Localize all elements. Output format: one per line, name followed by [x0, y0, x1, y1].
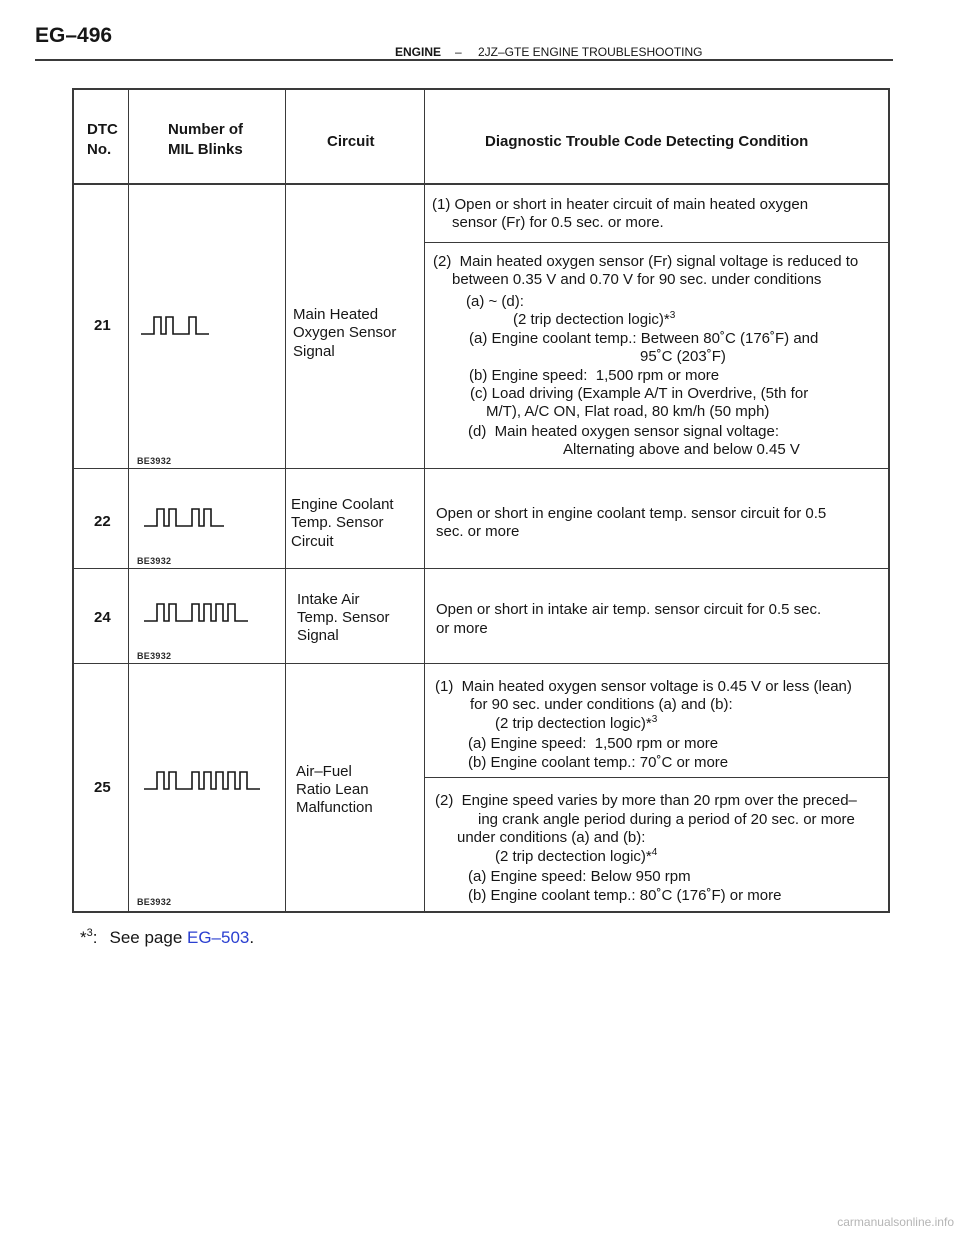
condition-line: (b) Engine speed: 1,500 rpm or more	[469, 367, 720, 384]
footnote	[80, 928, 254, 950]
row-divider	[72, 468, 890, 469]
condition-text: (2 trip dectection logic)*	[513, 311, 670, 328]
condition-line: Open or short in engine coolant temp. sensor circuit for 0.5	[436, 505, 827, 522]
condition-line: (a) Engine speed: Below 950 rpm	[468, 868, 691, 885]
condition-line: (a) Engine speed: 1,500 rpm or more	[468, 735, 719, 752]
blink-waveform-line	[144, 509, 224, 526]
footnote-period: .	[249, 928, 255, 947]
mil-blink-waveform	[140, 313, 211, 337]
watermark: carmanualsonline.info	[837, 1215, 954, 1229]
circuit-name: Intake Air	[297, 591, 360, 608]
circuit-name: Engine Coolant	[291, 496, 394, 513]
figure-code: BE3932	[137, 456, 172, 466]
condition-line: Alternating above and below 0.45 V	[563, 441, 800, 458]
section-subtitle: 2JZ–GTE ENGINE TROUBLESHOOTING	[478, 45, 703, 59]
column-header-blinks: Number of	[168, 121, 243, 138]
row-divider	[72, 663, 890, 664]
circuit-name: Circuit	[291, 533, 334, 550]
condition-subdivider	[424, 242, 890, 243]
condition-subdivider	[424, 777, 890, 778]
dtc-code: 25	[94, 779, 111, 796]
circuit-name: Oxygen Sensor	[293, 324, 397, 341]
circuit-name: Air–Fuel	[296, 763, 352, 780]
column-divider-blinks	[285, 88, 286, 913]
column-divider-circuit	[424, 88, 425, 913]
condition-line: (d) Main heated oxygen sensor signal voltage:	[468, 423, 780, 440]
footnote-ref: 3	[669, 310, 676, 321]
footnote-number: 3	[86, 927, 93, 939]
section-title: ENGINE	[395, 45, 442, 59]
condition-line: (b) Engine coolant temp.: 80˚C (176˚F) or more	[468, 887, 782, 904]
condition-text: (2 trip dectection logic)*	[495, 715, 652, 732]
page-reference-link[interactable]: EG–503	[187, 928, 250, 947]
condition-line: (b) Engine coolant temp.: 70˚C or more	[468, 754, 729, 771]
figure-code: BE3932	[137, 556, 172, 566]
mil-blink-waveform	[143, 768, 262, 792]
condition-text: (2 trip dectection logic)*	[495, 848, 652, 865]
circuit-name: Malfunction	[296, 799, 373, 816]
column-header-condition: Diagnostic Trouble Code Detecting Condition	[485, 133, 809, 150]
blink-waveform-line	[144, 604, 248, 621]
mil-blink-waveform	[143, 505, 226, 529]
condition-line: between 0.35 V and 0.70 V for 90 sec. under conditions	[452, 271, 822, 288]
header-rule	[35, 59, 893, 61]
condition-line: sensor (Fr) for 0.5 sec. or more.	[452, 214, 664, 231]
condition-line: (2) Main heated oxygen sensor (Fr) signal voltage is reduced to	[433, 253, 859, 270]
mil-blink-waveform	[143, 600, 250, 624]
header-row-divider	[72, 183, 890, 185]
figure-code: BE3932	[137, 897, 172, 907]
condition-line: Open or short in intake air temp. sensor circuit for 0.5 sec.	[436, 601, 822, 618]
column-header-dtc: DTC	[87, 121, 118, 138]
condition-line: (a) Engine coolant temp.: Between 80˚C (176˚F) and	[469, 330, 819, 347]
figure-code: BE3932	[137, 651, 172, 661]
condition-line	[513, 311, 675, 331]
column-divider-dtc	[128, 88, 129, 913]
condition-line: ing crank angle period during a period of 20 sec. or more	[478, 811, 855, 828]
condition-line	[495, 848, 657, 868]
condition-line: M/T), A/C ON, Flat road, 80 km/h (50 mph)	[486, 403, 770, 420]
footnote-ref: 4	[651, 847, 658, 858]
dtc-code: 22	[94, 513, 111, 530]
condition-line: (a) ~ (d):	[466, 293, 524, 310]
circuit-name: Temp. Sensor	[297, 609, 390, 626]
column-header-dtc: No.	[87, 141, 112, 158]
column-header-blinks: MIL Blinks	[168, 141, 243, 158]
footnote-text: See page	[109, 928, 187, 947]
footnote-ref: 3	[651, 714, 658, 725]
page-code: EG–496	[35, 24, 113, 47]
column-header-circuit: Circuit	[327, 133, 375, 150]
condition-line: for 90 sec. under conditions (a) and (b):	[470, 696, 733, 713]
footnote-colon: :	[92, 928, 98, 947]
condition-line: under conditions (a) and (b):	[457, 829, 646, 846]
circuit-name: Temp. Sensor	[291, 514, 384, 531]
condition-line: (2) Engine speed varies by more than 20 rpm over the preced–	[435, 792, 857, 809]
condition-line: 95˚C (203˚F)	[640, 348, 726, 365]
dtc-code: 21	[94, 317, 111, 334]
circuit-name: Signal	[297, 627, 339, 644]
row-divider	[72, 568, 890, 569]
condition-line	[495, 715, 657, 735]
circuit-name: Main Heated	[293, 306, 379, 323]
circuit-name: Ratio Lean	[296, 781, 369, 798]
circuit-name: Signal	[293, 343, 335, 360]
condition-line: (c) Load driving (Example A/T in Overdrive, (5th for	[470, 385, 809, 402]
condition-line: (1) Open or short in heater circuit of main heated oxygen	[432, 196, 809, 213]
section-separator: –	[455, 45, 462, 59]
blink-waveform-line	[144, 772, 260, 789]
blink-waveform-line	[141, 317, 209, 334]
condition-line: or more	[436, 620, 488, 637]
condition-line: sec. or more	[436, 523, 520, 540]
dtc-code: 24	[94, 609, 111, 626]
condition-line: (1) Main heated oxygen sensor voltage is 0.45 V or less (lean)	[435, 678, 852, 695]
footnote-marker: *	[80, 928, 87, 947]
